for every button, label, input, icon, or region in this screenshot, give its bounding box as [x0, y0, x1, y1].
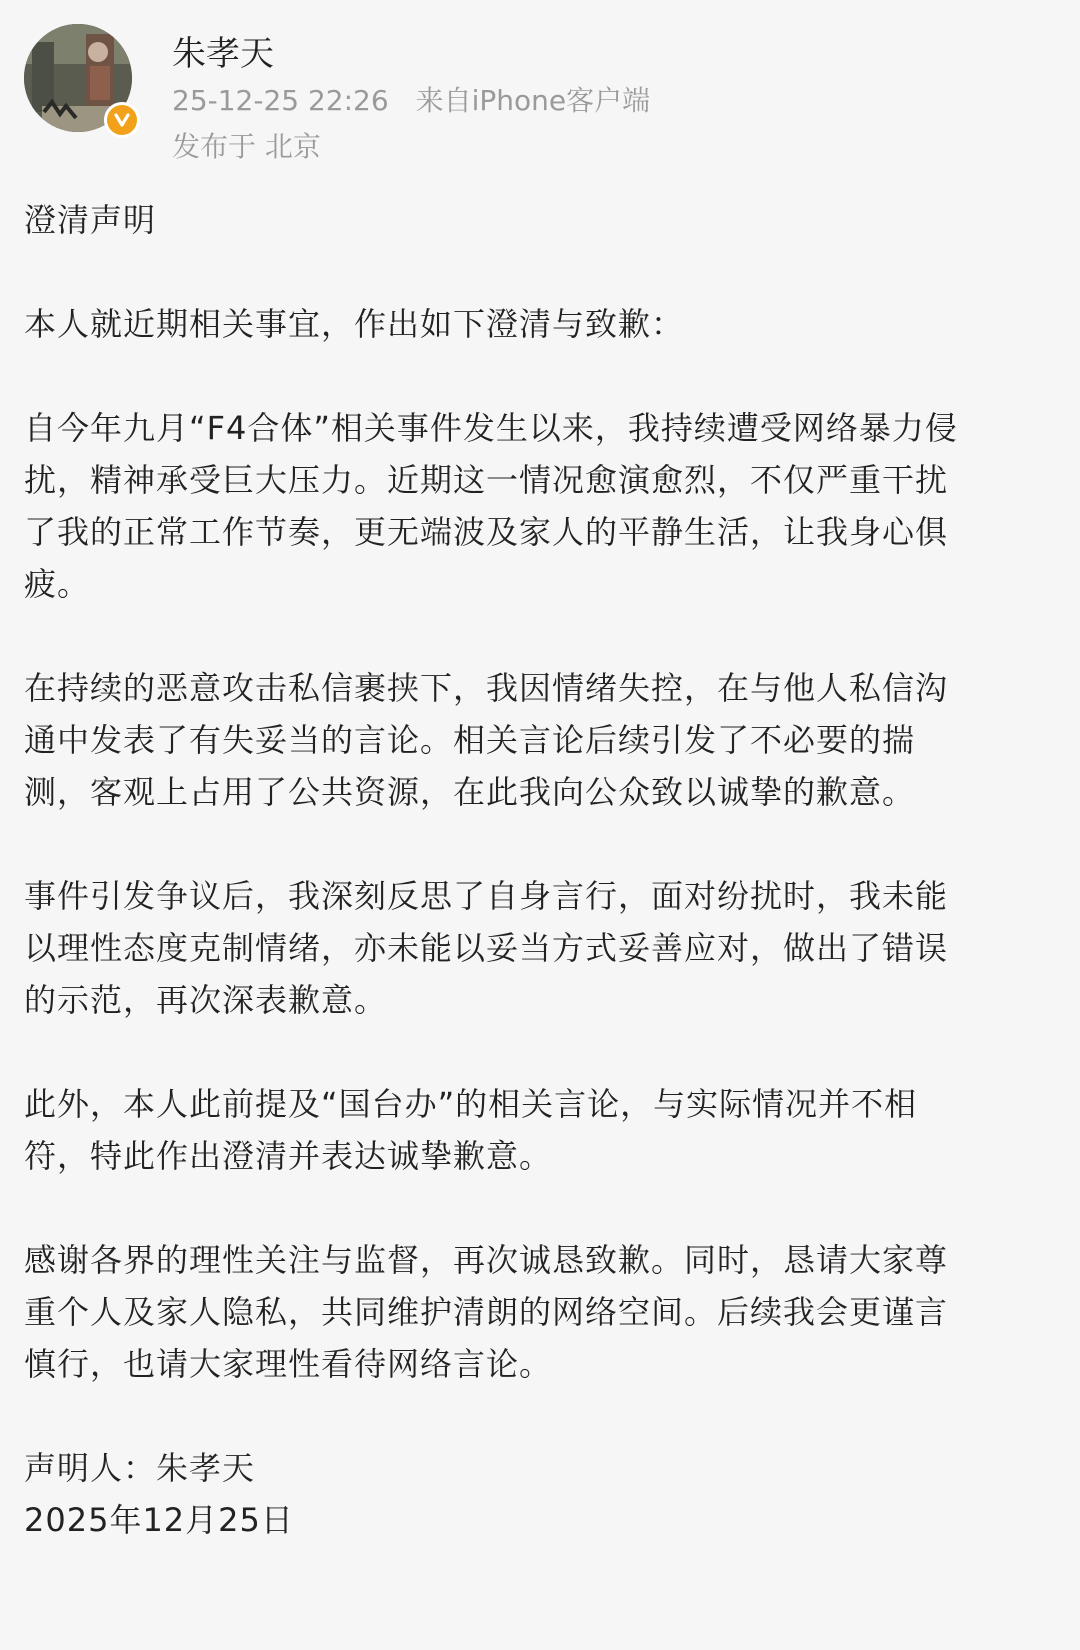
post-meta	[172, 30, 1032, 170]
post-content	[24, 194, 1034, 1546]
avatar-container[interactable]	[24, 24, 136, 136]
paragraph-1: 本人就近期相关事宜，作出如下澄清与致歉：	[24, 305, 685, 343]
paragraph-2: 自今年九月“F4合体”相关事件发生以来，我持续遭受网络暴力侵 扰，精神承受巨大压力。近期这一情况愈演愈烈，不仅严重干扰 了我的正常工作节奏，更无端波及家人的平静生活，让我身心俱 疲。	[24, 409, 958, 603]
verified-badge-icon	[104, 102, 140, 138]
user-name[interactable]: 朱孝天	[172, 34, 274, 74]
paragraph-3: 在持续的恶意攻击私信裹挟下，我因情绪失控，在与他人私信沟 通中发表了有失妥当的言论。相关言论后续引发了不必要的揣 测，客观上占用了公共资源，在此我向公众致以诚挚的歉意。	[24, 669, 949, 811]
post-time: 25-12-25 22:26	[172, 84, 389, 117]
post-source: 来自iPhone客户端	[415, 84, 651, 117]
statement-date: 2025年12月25日	[24, 1501, 294, 1539]
paragraph-6: 感谢各界的理性关注与监督，再次诚恳致歉。同时，恳请大家尊 重个人及家人隐私，共同维护清朗的网络空间。后续我会更谨言 慎行，也请大家理性看待网络言论。	[24, 1241, 949, 1383]
post-location: 发布于 北京	[172, 130, 321, 163]
paragraph-5: 此外，本人此前提及“国台办”的相关言论，与实际情况并不相 符，特此作出澄清并表达诚挚歉意。	[24, 1085, 918, 1175]
post-title: 澄清声明	[24, 201, 157, 239]
post-header	[24, 24, 1044, 174]
post-time-source	[172, 78, 1032, 124]
signature: 声明人：朱孝天	[24, 1449, 256, 1487]
paragraph-4: 事件引发争议后，我深刻反思了自身言行，面对纷扰时，我未能 以理性态度克制情绪，亦未能以妥当方式妥善应对，做出了错误 的示范，再次深表歉意。	[24, 877, 949, 1019]
